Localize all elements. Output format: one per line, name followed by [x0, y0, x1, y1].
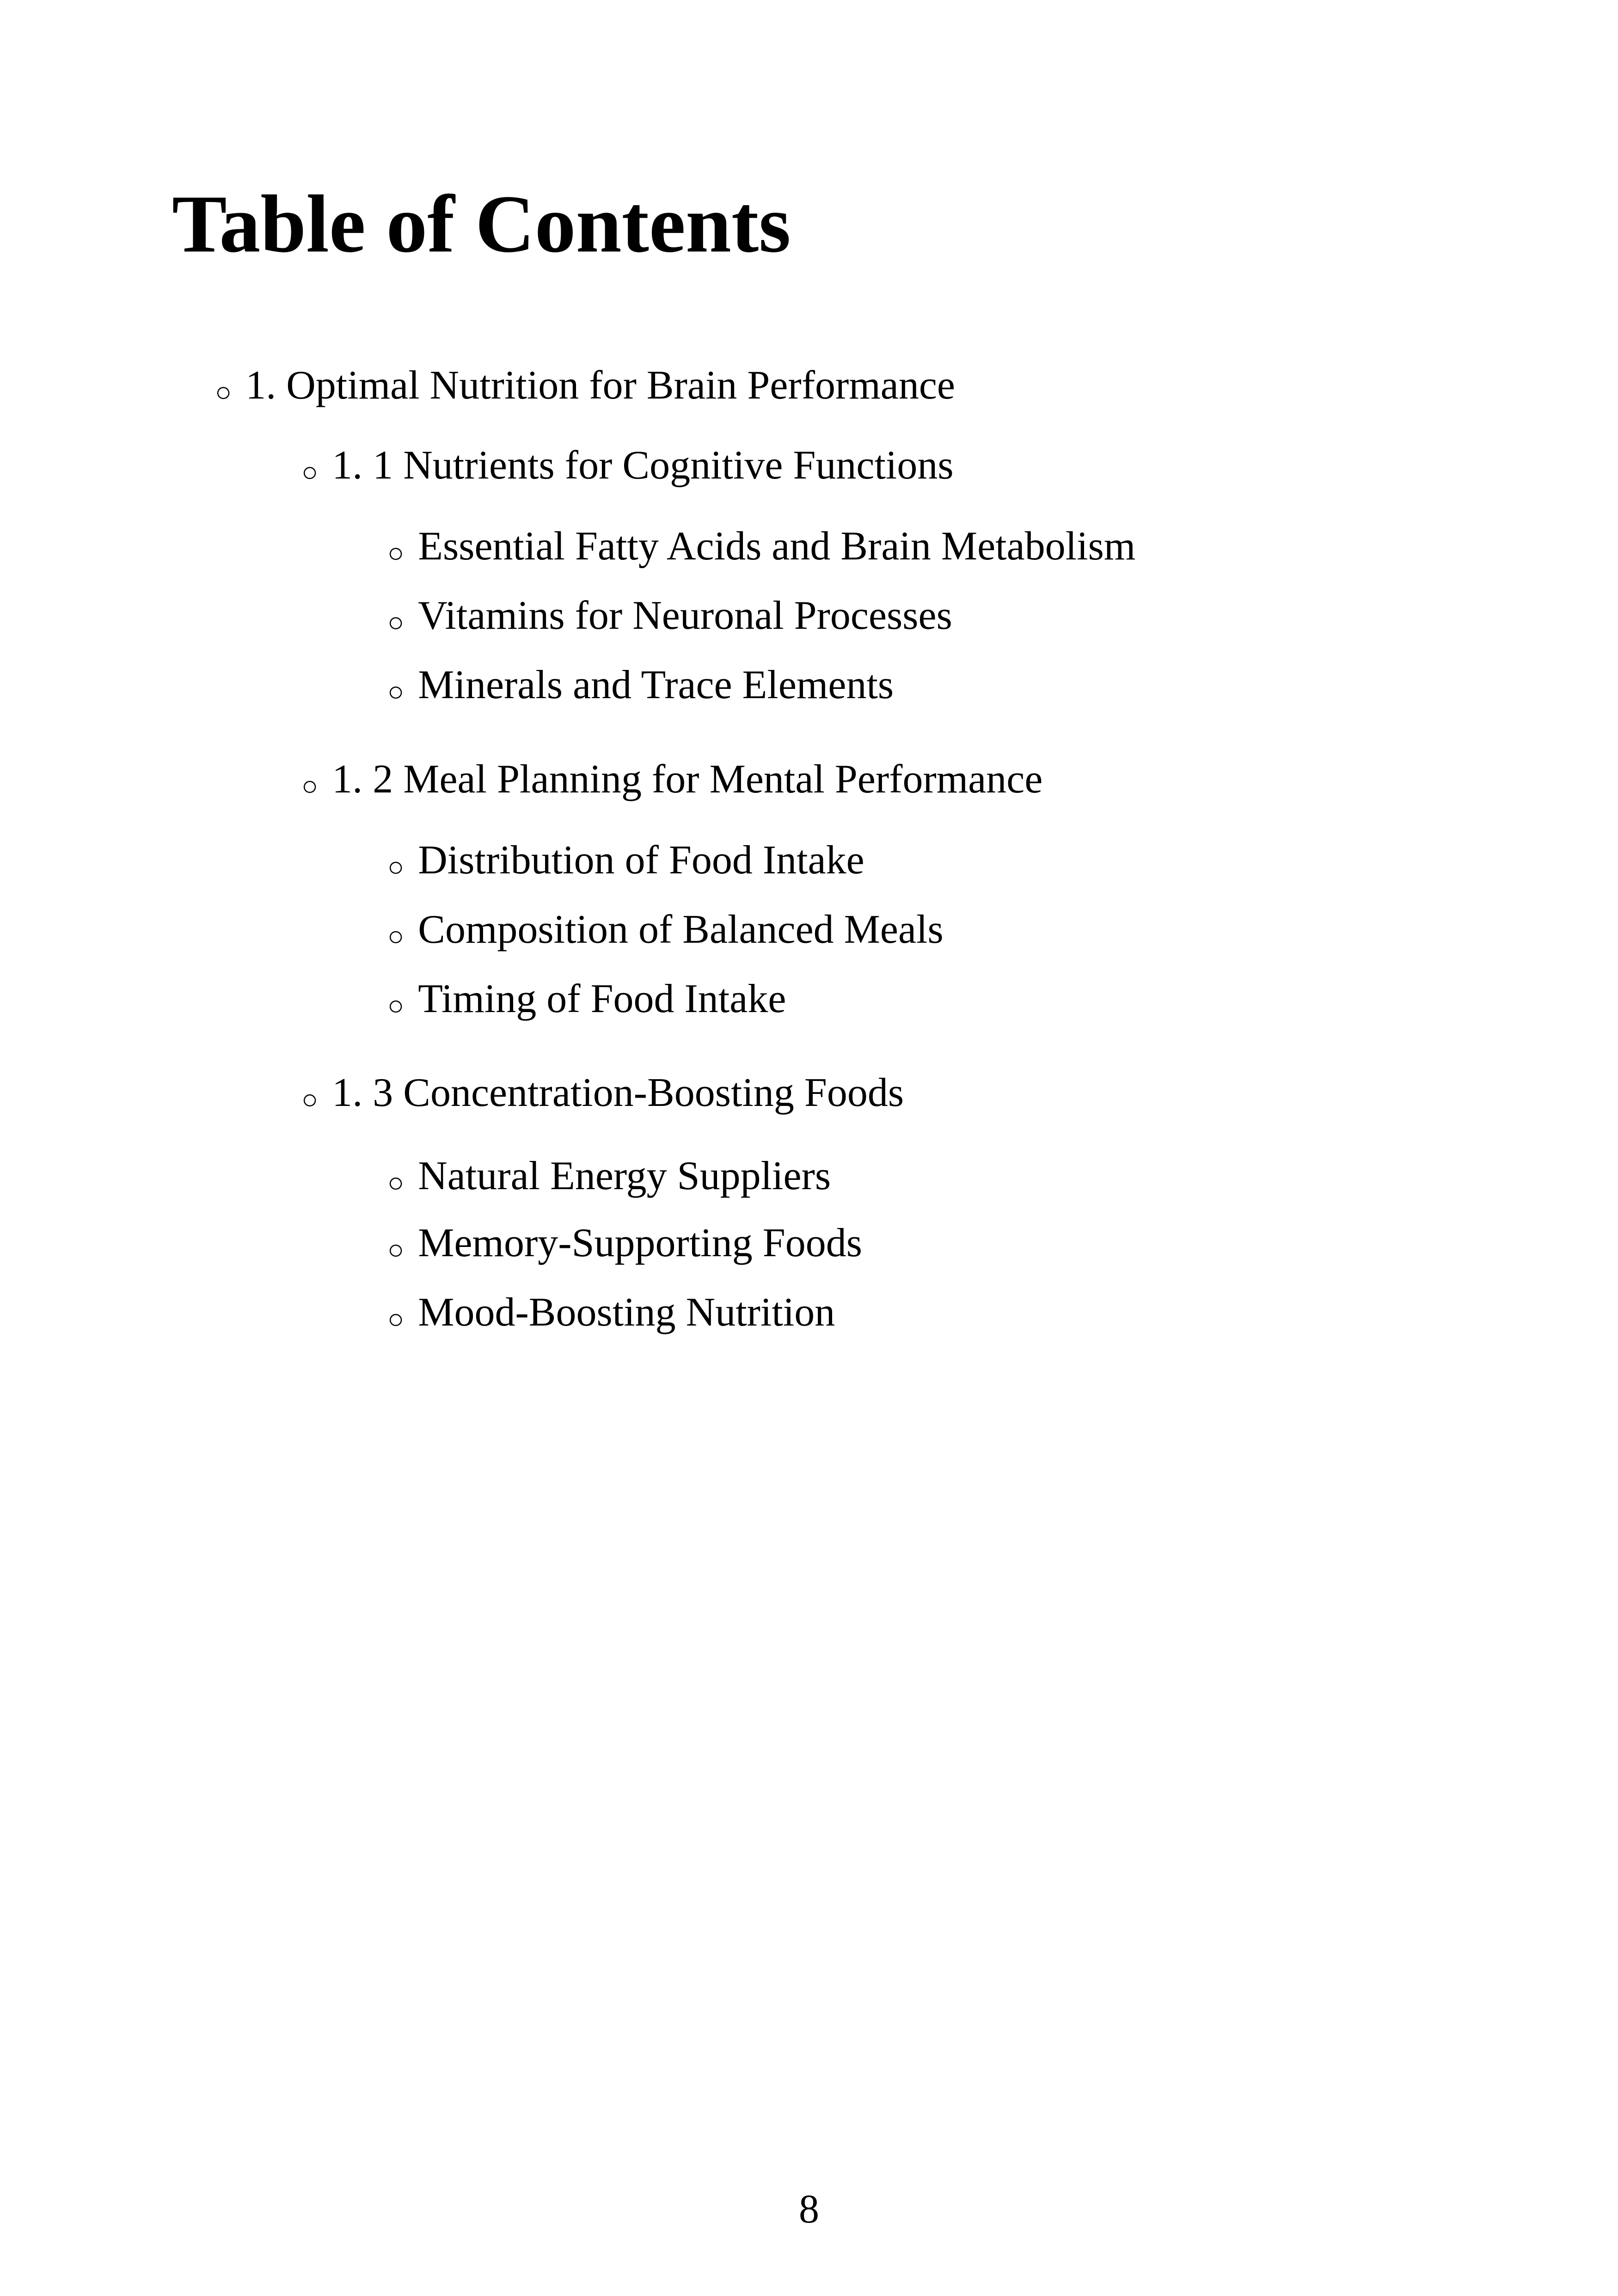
toc-section-label: 1. 1 Nutrients for Cognitive Functions: [332, 443, 954, 488]
toc-subitem-entry: [387, 526, 1135, 571]
toc-subitem-label: Distribution of Food Intake: [418, 838, 864, 883]
circle-bullet-icon: ○: [387, 607, 404, 638]
toc-subitem-label: Timing of Food Intake: [418, 976, 786, 1021]
circle-bullet-icon: ○: [387, 1304, 404, 1335]
toc-subitem-entry: [387, 665, 894, 710]
toc-section-label: 1. 2 Meal Planning for Mental Performance: [332, 757, 1043, 802]
page-title: Table of Contents: [172, 178, 791, 270]
circle-bullet-icon: ○: [387, 676, 404, 707]
circle-bullet-icon: ○: [387, 1167, 404, 1198]
circle-bullet-icon: ○: [387, 921, 404, 952]
toc-chapter-label: 1. Optimal Nutrition for Brain Performance: [245, 363, 955, 408]
toc-subitem-label: Vitamins for Neuronal Processes: [418, 593, 952, 638]
toc-section-entry: [301, 1070, 904, 1118]
toc-subitem-entry: [387, 1156, 831, 1201]
toc-subitem-entry: [387, 1223, 862, 1268]
toc-subitem-entry: [387, 976, 786, 1024]
toc-subitem-label: Memory-Supporting Foods: [418, 1221, 862, 1265]
toc-subitem-entry: [387, 595, 952, 641]
circle-bullet-icon: ○: [387, 1234, 404, 1265]
toc-subitem-entry: [387, 909, 944, 955]
toc-subitem-label: Natural Energy Suppliers: [418, 1154, 831, 1198]
circle-bullet-icon: ○: [387, 990, 404, 1021]
circle-bullet-icon: ○: [301, 1084, 319, 1115]
toc-subitem-label: Essential Fatty Acids and Brain Metabolism: [418, 524, 1136, 569]
toc-subitem-label: Mood-Boosting Nutrition: [418, 1290, 835, 1335]
toc-subitem-label: Composition of Balanced Meals: [418, 907, 944, 952]
toc-subitem-entry: [387, 840, 864, 885]
toc-subitem-label: Minerals and Trace Elements: [418, 663, 894, 707]
toc-section-entry: [301, 759, 1042, 804]
circle-bullet-icon: ○: [215, 377, 232, 408]
toc-chapter-entry: [215, 365, 955, 411]
page-number: 8: [799, 2187, 819, 2232]
toc-subitem-entry: [387, 1292, 835, 1338]
circle-bullet-icon: ○: [387, 852, 404, 883]
circle-bullet-icon: ○: [301, 771, 319, 802]
toc-section-entry: [301, 445, 954, 491]
circle-bullet-icon: ○: [387, 538, 404, 569]
circle-bullet-icon: ○: [301, 457, 319, 488]
toc-section-label: 1. 3 Concentration-Boosting Foods: [332, 1070, 904, 1115]
